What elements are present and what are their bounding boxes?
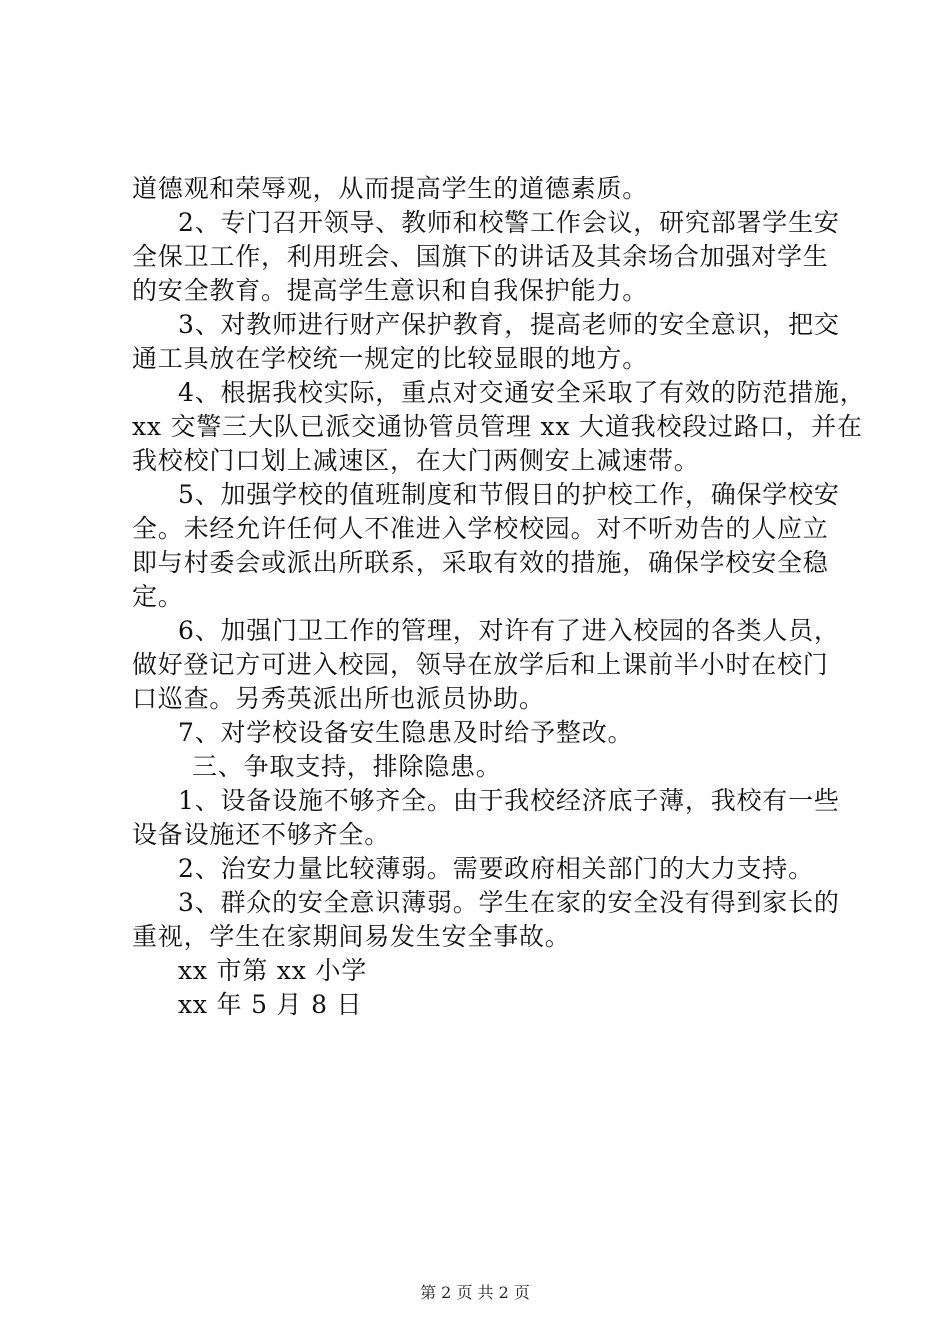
body-line: 全。未经允许任何人不准进入学校校园。对不听劝告的人应立 <box>132 514 829 543</box>
body-line: 全保卫工作，利用班会、国旗下的讲话及其余场合加强对学生 <box>132 242 829 271</box>
body-line: 即与村委会或派出所联系，采取有效的措施，确保学校安全稳 <box>132 548 829 577</box>
issue-2-line: 2、治安力量比较薄弱。需要政府相关部门的大力支持。 <box>178 854 814 883</box>
section-heading: 三、争取支持，排除隐患。 <box>192 752 502 781</box>
body-line: 做好登记方可进入校园，领导在放学后和上课前半小时在校门 <box>132 650 829 679</box>
paragraph-3-line: 3、对教师进行财产保护教育，提高老师的安全意识，把交 <box>178 310 840 339</box>
body-line: 道德观和荣辱观，从而提高学生的道德素质。 <box>132 174 649 203</box>
body-line: 通工具放在学校统一规定的比较显眼的地方。 <box>132 344 649 373</box>
paragraph-7-line: 7、对学校设备安生隐患及时给予整改。 <box>178 718 634 747</box>
body-line: 我校校门口划上减速区，在大门两侧安上减速带。 <box>132 446 700 475</box>
paragraph-4-line: 4、根据我校实际，重点对交通安全采取了有效的防范措施， <box>178 378 866 407</box>
issue-3-line: 3、群众的安全意识薄弱。学生在家的安全没有得到家长的 <box>178 888 840 917</box>
body-line: 重视，学生在家期间易发生安全事故。 <box>132 922 571 951</box>
paragraph-2-line: 2、专门召开领导、教师和校警工作会议，研究部署学生安 <box>178 208 840 237</box>
page-number-footer: 第 2 页 共 2 页 <box>420 1283 530 1302</box>
signature-date: xx 年 5 月 8 日 <box>178 990 363 1019</box>
body-line: 定。 <box>132 582 184 611</box>
issue-1-line: 1、设备设施不够齐全。由于我校经济底子薄，我校有一些 <box>178 786 840 815</box>
body-line: xx 交警三大队已派交通协管员管理 xx 大道我校段过路口，并在 <box>132 412 863 441</box>
body-line: 设备设施还不够齐全。 <box>132 820 391 849</box>
signature-school: xx 市第 xx 小学 <box>178 956 368 985</box>
paragraph-5-line: 5、加强学校的值班制度和节假日的护校工作，确保学校安 <box>178 480 840 509</box>
body-line: 口巡查。另秀英派出所也派员协助。 <box>132 684 545 713</box>
body-line: 的安全教育。提高学生意识和自我保护能力。 <box>132 276 649 305</box>
paragraph-6-line: 6、加强门卫工作的管理，对许有了进入校园的各类人员， <box>178 616 840 645</box>
